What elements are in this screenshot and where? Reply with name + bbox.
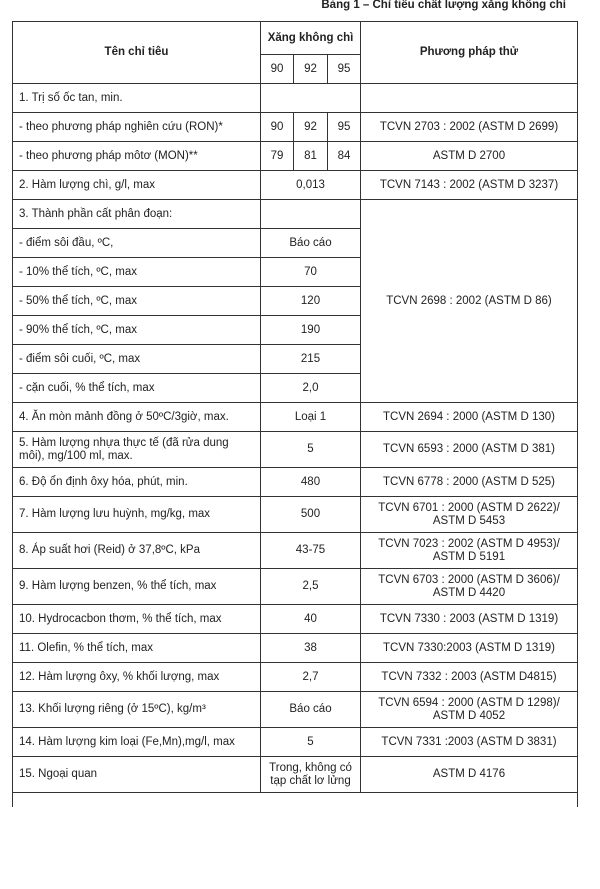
row-value: 5 [261,728,361,757]
table-row [13,113,578,142]
row-name: 8. Áp suất hơi (Reid) ở 37,8ºC, kPa [13,533,261,569]
table-row [13,142,578,171]
table-caption: Bảng 1 – Chỉ tiêu chất lượng xăng không chì [321,0,566,11]
row-name: - theo phương pháp môtơ (MON)** [13,142,261,171]
row-name: 2. Hàm lượng chì, g/l, max [13,171,261,200]
grade-90-header: 90 [261,55,294,84]
table-row [13,728,578,757]
row-name: 5. Hàm lượng nhựa thực tế (đã rửa dung môi), mg/100 ml, max. [13,432,261,468]
row-value: 2,0 [261,374,361,403]
table-row [13,200,578,229]
cell-92: 81 [294,142,328,171]
row-name: - 90% thể tích, ºC, max [13,316,261,345]
col-header-method: Phương pháp thử [361,22,578,84]
row-method: TCVN 2694 : 2000 (ASTM D 130) [361,403,578,432]
table-row [13,533,578,569]
row-value: 500 [261,497,361,533]
row-value: Trong, không có tạp chất lơ lửng [261,757,361,793]
cell-90: 90 [261,113,294,142]
row-value: 215 [261,345,361,374]
row-method: TCVN 6593 : 2000 (ASTM D 381) [361,432,578,468]
row-method: TCVN 6703 : 2000 (ASTM D 3606)/ ASTM D 4420 [361,569,578,605]
row-value: 0,013 [261,171,361,200]
row-method: TCVN 7330 : 2003 (ASTM D 1319) [361,605,578,634]
row-value: Báo cáo [261,692,361,728]
table-row [13,605,578,634]
row-name: 9. Hàm lượng benzen, % thể tích, max [13,569,261,605]
row-name: - theo phương pháp nghiên cứu (RON)* [13,113,261,142]
row-name: 13. Khối lượng riêng (ở 15ºC), kg/m³ [13,692,261,728]
row-value: 480 [261,468,361,497]
row-name: 12. Hàm lượng ôxy, % khối lượng, max [13,663,261,692]
row-name: 4. Ăn mòn mảnh đồng ở 50ºC/3giờ, max. [13,403,261,432]
row-name: 11. Olefin, % thể tích, max [13,634,261,663]
table-row [13,634,578,663]
col-header-group: Xăng không chì [261,22,361,55]
row-method: TCVN 7331 :2003 (ASTM D 3831) [361,728,578,757]
row-value: 2,7 [261,663,361,692]
row-name: - 10% thể tích, ºC, max [13,258,261,287]
row-name: - 50% thể tích, ºC, max [13,287,261,316]
row-method: TCVN 7330:2003 (ASTM D 1319) [361,634,578,663]
table-row [13,569,578,605]
row-value: 190 [261,316,361,345]
row-name: - cặn cuối, % thể tích, max [13,374,261,403]
row-name: 15. Ngoại quan [13,757,261,793]
row-value: 40 [261,605,361,634]
row-method: ASTM D 4176 [361,757,578,793]
row-name: 14. Hàm lượng kim loại (Fe,Mn),mg/l, max [13,728,261,757]
row-method: TCVN 6778 : 2000 (ASTM D 525) [361,468,578,497]
row-value: Báo cáo [261,229,361,258]
table-row [13,757,578,793]
row-name: 7. Hàm lượng lưu huỳnh, mg/kg, max [13,497,261,533]
row-name: 3. Thành phần cất phân đoạn: [13,200,261,229]
grade-95-header: 95 [328,55,361,84]
row-name: 6. Độ ổn định ôxy hóa, phút, min. [13,468,261,497]
row-method: TCVN 6701 : 2000 (ASTM D 2622)/ ASTM D 5453 [361,497,578,533]
grade-92-header: 92 [294,55,328,84]
row-name: - điểm sôi đầu, ºC, [13,229,261,258]
row-method: TCVN 2698 : 2002 (ASTM D 86) [361,200,578,403]
row-value: 38 [261,634,361,663]
table-row [13,432,578,468]
table-row [13,692,578,728]
table-row [13,497,578,533]
table-row [13,171,578,200]
row-value: 43-75 [261,533,361,569]
row-method: TCVN 7143 : 2002 (ASTM D 3237) [361,171,578,200]
table-row [13,403,578,432]
row-value: Loại 1 [261,403,361,432]
cell-90: 79 [261,142,294,171]
table-row [13,468,578,497]
row-value: 70 [261,258,361,287]
table-row-footer [13,793,578,808]
row-value: 2,5 [261,569,361,605]
row-name: 1. Trị số ốc tan, min. [13,84,261,113]
row-method: TCVN 2703 : 2002 (ASTM D 2699) [361,113,578,142]
row-value: 5 [261,432,361,468]
cell-92: 92 [294,113,328,142]
table-row [13,663,578,692]
row-method: TCVN 7023 : 2002 (ASTM D 4953)/ ASTM D 5191 [361,533,578,569]
cell-95: 84 [328,142,361,171]
row-name: 10. Hydrocacbon thơm, % thể tích, max [13,605,261,634]
row-method: TCVN 6594 : 2000 (ASTM D 1298)/ ASTM D 4052 [361,692,578,728]
col-header-name: Tên chỉ tiêu [13,22,261,84]
row-method: ASTM D 2700 [361,142,578,171]
row-name: - điểm sôi cuối, ºC, max [13,345,261,374]
cell-95: 95 [328,113,361,142]
row-method: TCVN 7332 : 2003 (ASTM D4815) [361,663,578,692]
row-value: 120 [261,287,361,316]
fuel-spec-table [12,21,578,807]
table-row [13,84,578,113]
